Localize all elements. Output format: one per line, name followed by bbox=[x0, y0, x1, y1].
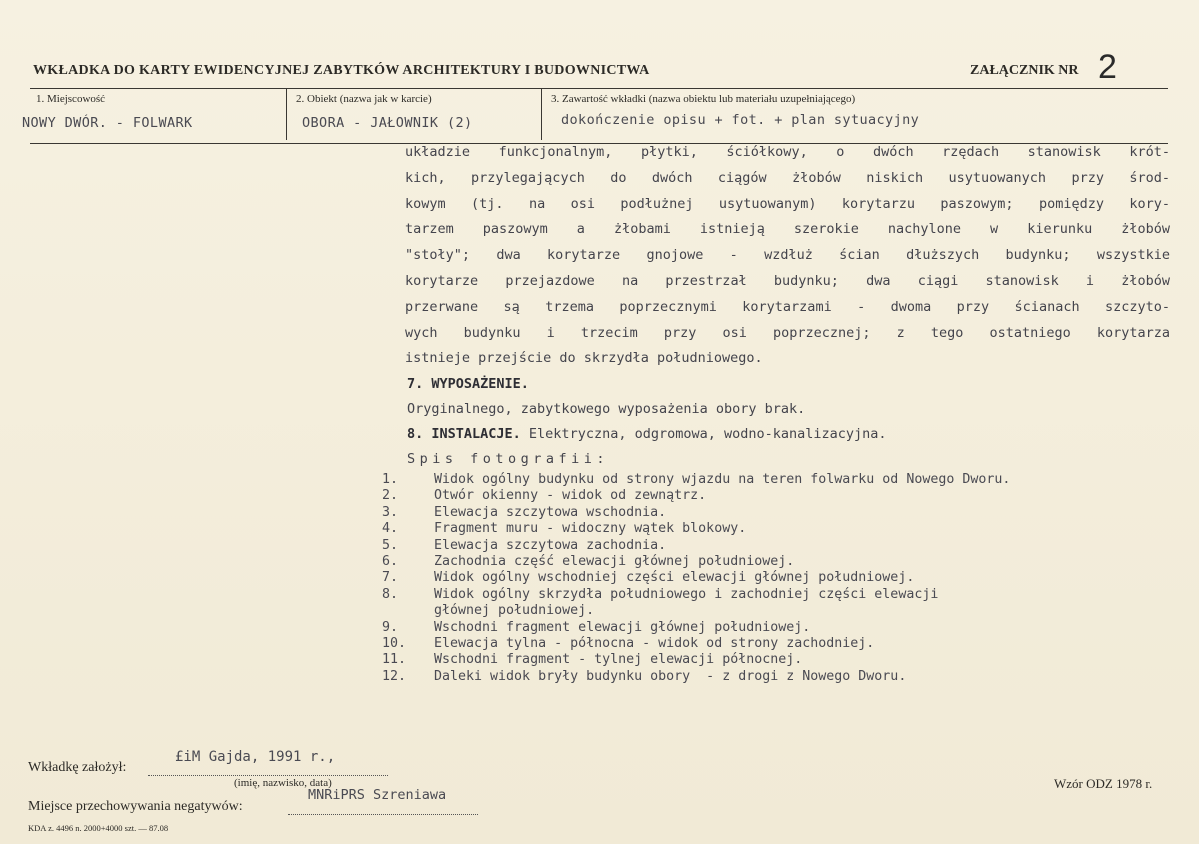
annex-number: 2 bbox=[1098, 48, 1117, 86]
description-line: wych budynku i trzecim przy osi poprzecznej; z tego ostatniego korytarza bbox=[405, 324, 1170, 341]
author-value: £iM Gajda, 1991 r., bbox=[175, 749, 336, 765]
photo-item-continuation: głównej południowej. bbox=[434, 603, 595, 619]
locality-label: 1. Miejscowość bbox=[36, 93, 106, 105]
description-line: "stoły"; dwa korytarze gnojowe - wzdłuż ścian dłuższych budynku; wszystkie bbox=[405, 247, 1170, 264]
photos-heading: Spis fotografii: bbox=[407, 451, 610, 467]
photo-item: 1. Widok ogólny budynku od strony wjazdu na teren folwarku od Nowego Dworu. bbox=[382, 472, 1011, 487]
form-model: Wzór ODZ 1978 r. bbox=[1054, 776, 1153, 791]
annex-label: ZAŁĄCZNIK NR bbox=[970, 63, 1079, 78]
field-divider-2 bbox=[541, 88, 542, 140]
photo-item: 2. Otwór okienny - widok od zewnątrz. bbox=[382, 488, 707, 504]
description-line: korytarze przejazdowe na przestrzał budynku; dwa ciągi stanowisk i żłobów bbox=[405, 272, 1170, 289]
negatives-label: Miejsce przechowywania negatywów: bbox=[28, 799, 243, 814]
photo-item: 11. Wschodni fragment - tylnej elewacji północnej. bbox=[382, 652, 803, 668]
content-value: dokończenie opisu + fot. + plan sytuacyjny bbox=[561, 112, 920, 128]
photo-item: 8. Widok ogólny skrzydła południowego i zachodniej części elewacji bbox=[382, 586, 939, 602]
author-label: Wkładkę założył: bbox=[28, 760, 127, 775]
content-label: 3. Zawartość wkładki (nazwa obiektu lub materiału uzupełniającego) bbox=[551, 93, 856, 105]
section-7-heading: 7. WYPOSAŻENIE. bbox=[407, 376, 529, 392]
author-hint: (imię, nazwisko, data) bbox=[234, 777, 332, 789]
print-info: KDA z. 4496 n. 2000+4000 szt. — 87.08 bbox=[28, 823, 169, 833]
photo-item: 7. Widok ogólny wschodniej części elewacji głównej południowej. bbox=[382, 570, 915, 586]
description-line: tarzem paszowym a żłobami istnieją szerokie nachylone w kierunku żłobów bbox=[405, 221, 1170, 238]
section-8-heading: 8. INSTALACJE. bbox=[407, 426, 521, 442]
photo-item: 9. Wschodni fragment elewacji głównej południowej. bbox=[382, 619, 811, 635]
section-8 bbox=[407, 426, 887, 442]
photo-item: 12. Daleki widok bryły budynku obory - z drogi z Nowego Dworu. bbox=[382, 668, 907, 684]
negatives-dotted-line bbox=[288, 814, 478, 815]
description-line: istnieje przejście do skrzydła południowego. bbox=[405, 350, 763, 367]
description-text bbox=[405, 140, 1170, 372]
photo-item: 3. Elewacja szczytowa wschodnia. bbox=[382, 504, 667, 520]
section-7-text: Oryginalnego, zabytkowego wyposażenia obory brak. bbox=[407, 401, 806, 417]
photo-item: 10. Elewacja tylna - północna - widok od strony zachodniej. bbox=[382, 635, 875, 651]
photo-list bbox=[382, 472, 1010, 685]
description-line: kowym (tj. na osi podłużnej usytuowanym) korytarzu paszowym; pomiędzy kory- bbox=[405, 195, 1170, 212]
document-title: WKŁADKA DO KARTY EWIDENCYJNEJ ZABYTKÓW ARCHITEKTURY I BUDOWNICTWA bbox=[33, 63, 650, 78]
photo-item: 6. Zachodnia część elewacji głównej południowej. bbox=[382, 553, 795, 569]
section-8-text: Elektryczna, odgromowa, wodno-kanalizacyjna. bbox=[520, 426, 887, 442]
description-line: kich, przylegających do dwóch ciągów żłobów niskich usytuowanych przy środ- bbox=[405, 169, 1170, 186]
photo-item: 5. Elewacja szczytowa zachodnia. bbox=[382, 537, 667, 553]
photo-item: 4. Fragment muru - widoczny wątek blokowy. bbox=[382, 521, 747, 537]
description-line: przerwane są trzema poprzecznymi korytarzami - dwoma przy ścianach szczyto- bbox=[405, 298, 1170, 315]
locality-value: NOWY DWÓR. - FOLWARK bbox=[22, 115, 193, 131]
object-value: OBORA - JAŁOWNIK (2) bbox=[302, 115, 473, 131]
object-label: 2. Obiekt (nazwa jak w karcie) bbox=[296, 93, 432, 105]
header-rule bbox=[30, 88, 1168, 89]
author-dotted-line bbox=[148, 775, 388, 776]
description-line: układzie funkcjonalnym, płytki, ściółkowy, o dwóch rzędach stanowisk krót- bbox=[405, 144, 1170, 160]
field-divider-1 bbox=[286, 88, 287, 140]
negatives-value: MNRiPRS Szreniawa bbox=[308, 787, 447, 803]
